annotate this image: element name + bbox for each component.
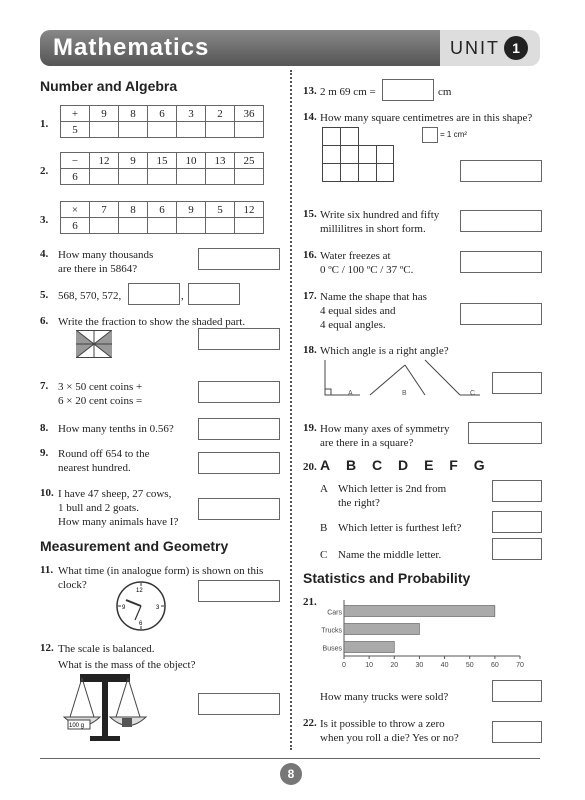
- q1-cell: 36: [235, 106, 264, 122]
- q2-cell: 10: [177, 153, 206, 169]
- q15-answer-box[interactable]: [460, 210, 542, 232]
- angles-diagram: [320, 355, 485, 400]
- page-title: Mathematics: [53, 34, 210, 61]
- q20-letter: F: [449, 457, 458, 473]
- q1-number: 1.: [40, 118, 49, 130]
- q20b-text: Which letter is furthest left?: [338, 522, 462, 534]
- q6-answer-box[interactable]: [198, 328, 280, 350]
- chart-x-tick-label: 30: [415, 662, 424, 669]
- q3-answer-cell[interactable]: [90, 218, 119, 234]
- chart-x-tick-label: 60: [490, 662, 499, 669]
- q2-answer-cell[interactable]: [90, 169, 119, 185]
- q2-answer-cell[interactable]: [119, 169, 148, 185]
- q5-text: 568, 570, 572,: [58, 290, 122, 302]
- q2-number: 2.: [40, 165, 49, 177]
- clock-label-9: 9: [122, 605, 126, 611]
- q4-line2: are there in 5864?: [58, 263, 138, 275]
- cm-square-legend: = 1 cm²: [440, 130, 467, 139]
- q10-line3: How many animals have I?: [58, 516, 179, 528]
- section-statistics: Statistics and Probability: [303, 570, 471, 586]
- q20b-answer-box[interactable]: [492, 511, 542, 533]
- q17-line2: 4 equal sides and: [320, 305, 396, 317]
- q2-answer-cell[interactable]: [148, 169, 177, 185]
- q20-number: 20.: [303, 461, 317, 473]
- q3-answer-cell[interactable]: [148, 218, 177, 234]
- q1-cell: 2: [206, 106, 235, 122]
- q3-first: 6: [61, 218, 90, 234]
- q2-answer-cell[interactable]: [177, 169, 206, 185]
- q1-answer-cell[interactable]: [177, 122, 206, 138]
- chart-category-label: Trucks: [321, 627, 342, 635]
- q20c-label: C: [320, 549, 328, 561]
- q2-first: 6: [61, 169, 90, 185]
- angle-label-b: B: [402, 390, 407, 397]
- q19-line1: How many axes of symmetry: [320, 423, 450, 435]
- chart-x-tick-label: 0: [342, 662, 346, 669]
- q16-line2: 0 ºC / 100 ºC / 37 ºC.: [320, 264, 414, 276]
- q10-line1: I have 47 sheep, 27 cows,: [58, 488, 172, 500]
- q1-cell: 6: [148, 106, 177, 122]
- q2-operator: −: [61, 153, 90, 169]
- q2-table: [60, 152, 264, 185]
- q10-line2: 1 bull and 2 goats.: [58, 502, 139, 514]
- clock-label-3: 3: [156, 605, 160, 611]
- q13-text: 2 m 69 cm =: [320, 86, 376, 98]
- q10-answer-box[interactable]: [198, 498, 280, 520]
- chart-bar: [344, 606, 495, 617]
- q1-operator: +: [61, 106, 90, 122]
- q22-line2: when you roll a die? Yes or no?: [320, 732, 459, 744]
- q1-answer-cell[interactable]: [235, 122, 264, 138]
- q22-number: 22.: [303, 717, 317, 729]
- q3-cell: 12: [235, 202, 264, 218]
- chart-category-label: Cars: [327, 609, 342, 617]
- q1-answer-cell[interactable]: [206, 122, 235, 138]
- section-number-algebra: Number and Algebra: [40, 78, 178, 94]
- footer-rule: [40, 758, 540, 759]
- page-number: 8: [287, 767, 295, 781]
- column-divider: [290, 70, 292, 750]
- q1-first: 5: [61, 122, 90, 138]
- q21-answer-box[interactable]: [492, 680, 542, 702]
- q5-number: 5.: [40, 289, 49, 301]
- q19-number: 19.: [303, 422, 317, 434]
- q12-line1: The scale is balanced.: [58, 643, 155, 655]
- q6-text: Write the fraction to show the shaded part.: [58, 316, 246, 328]
- q16-number: 16.: [303, 249, 317, 261]
- q18-answer-box[interactable]: [492, 372, 542, 394]
- q11-answer-box[interactable]: [198, 580, 280, 602]
- q1-cell: 8: [119, 106, 148, 122]
- q7-line2: 6 × 20 cent coins =: [58, 395, 143, 407]
- q7-number: 7.: [40, 380, 49, 392]
- q7-line1: 3 × 50 cent coins +: [58, 381, 143, 393]
- page-number-badge: [280, 763, 302, 785]
- q2-answer-cell[interactable]: [235, 169, 264, 185]
- q22-answer-box[interactable]: [492, 721, 542, 743]
- q19-line2: are there in a square?: [320, 437, 414, 449]
- q1-answer-cell[interactable]: [119, 122, 148, 138]
- q1-cell: 9: [90, 106, 119, 122]
- q8-answer-box[interactable]: [198, 418, 280, 440]
- angle-label-c: C: [470, 390, 476, 397]
- chart-x-tick-label: 50: [465, 662, 474, 669]
- q20-letter: G: [473, 457, 485, 473]
- q20-letter: B: [346, 457, 357, 473]
- q14-text: How many square centimetres are in this shape?: [320, 112, 533, 124]
- q4-answer-box[interactable]: [198, 248, 280, 270]
- q20-letter: A: [320, 457, 331, 473]
- clock-icon: [115, 580, 167, 632]
- q17-line3: 4 equal angles.: [320, 319, 386, 331]
- q1-answer-cell[interactable]: [90, 122, 119, 138]
- q3-cell: 7: [90, 202, 119, 218]
- q3-cell: 9: [177, 202, 206, 218]
- unit-label: UNIT: [450, 38, 500, 58]
- q1-answer-cell[interactable]: [148, 122, 177, 138]
- q6-number: 6.: [40, 315, 49, 327]
- sales-bar-chart: [310, 598, 535, 670]
- chart-x-tick-label: 20: [390, 662, 399, 669]
- cm-square-legend-box: [422, 127, 438, 143]
- q1-table: [60, 105, 264, 138]
- q15-line2: millilitres in short form.: [320, 223, 426, 235]
- q2-cell: 25: [235, 153, 264, 169]
- chart-x-tick-label: 70: [516, 662, 524, 669]
- q2-cell: 9: [119, 153, 148, 169]
- q11-line2: clock?: [58, 579, 87, 591]
- q3-cell: 6: [148, 202, 177, 218]
- q2-cell: 13: [206, 153, 235, 169]
- q18-text: Which angle is a right angle?: [320, 345, 449, 357]
- q4-number: 4.: [40, 248, 49, 260]
- q3-number: 3.: [40, 214, 49, 226]
- q2-cell: 12: [90, 153, 119, 169]
- chart-category-label: Buses: [322, 645, 342, 653]
- q11-number: 11.: [40, 564, 54, 576]
- unit-number-badge: [504, 36, 528, 60]
- q15-line1: Write six hundred and fifty: [320, 209, 440, 221]
- q15-number: 15.: [303, 208, 317, 220]
- q9-number: 9.: [40, 447, 49, 459]
- q17-answer-box[interactable]: [460, 303, 542, 325]
- q3-operator: ×: [61, 202, 90, 218]
- q3-table: [60, 201, 264, 234]
- q14-number: 14.: [303, 111, 317, 123]
- clock-label-12: 12: [136, 588, 143, 594]
- q16-answer-box[interactable]: [460, 251, 542, 273]
- chart-x-tick-label: 40: [440, 662, 449, 669]
- square-grid-shape: [322, 127, 394, 182]
- q20b-label: B: [320, 522, 328, 534]
- q12-answer-box[interactable]: [198, 693, 280, 715]
- fraction-shape-icon: [76, 330, 112, 358]
- q22-line1: Is it possible to throw a zero: [320, 718, 445, 730]
- q20-letter: C: [372, 457, 383, 473]
- q3-answer-cell[interactable]: [177, 218, 206, 234]
- q20a-label: A: [320, 483, 328, 495]
- q12-number: 12.: [40, 642, 54, 654]
- angle-label-a: A: [348, 390, 353, 397]
- q20a-answer-box[interactable]: [492, 480, 542, 502]
- q16-line1: Water freezes at: [320, 250, 391, 262]
- q9-line2: nearest hundred.: [58, 462, 131, 474]
- q20-letter: E: [424, 457, 434, 473]
- q20c-answer-box[interactable]: [492, 538, 542, 560]
- q18-number: 18.: [303, 344, 317, 356]
- balance-scale-icon: [60, 672, 150, 742]
- q9-line1: Round off 654 to the: [58, 448, 150, 460]
- q2-answer-cell[interactable]: [206, 169, 235, 185]
- q3-cell: 8: [119, 202, 148, 218]
- q5-answer-box-2[interactable]: [188, 283, 240, 305]
- clock-label-6: 6: [139, 621, 143, 627]
- chart-bar: [344, 642, 394, 653]
- q12-line2: What is the mass of the object?: [58, 659, 196, 671]
- q8-number: 8.: [40, 422, 49, 434]
- q17-number: 17.: [303, 290, 317, 302]
- section-measurement: Measurement and Geometry: [40, 538, 229, 554]
- q7-answer-box[interactable]: [198, 381, 280, 403]
- weight-label: 100 g: [69, 723, 85, 729]
- q13-unit: cm: [438, 86, 452, 98]
- q13-number: 13.: [303, 85, 317, 97]
- q20a-line2: the right?: [338, 497, 380, 509]
- q20-letters: [320, 457, 485, 473]
- q17-line1: Name the shape that has: [320, 291, 427, 303]
- q3-answer-cell[interactable]: [119, 218, 148, 234]
- q5-comma: ,: [181, 290, 184, 302]
- chart-x-tick-label: 10: [365, 662, 374, 669]
- q4-line1: How many thousands: [58, 249, 154, 261]
- q21-number: 21.: [303, 596, 317, 608]
- q3-answer-cell[interactable]: [206, 218, 235, 234]
- q10-number: 10.: [40, 487, 54, 499]
- chart-bar: [344, 624, 419, 635]
- q21-question: How many trucks were sold?: [320, 691, 449, 703]
- q9-answer-box[interactable]: [198, 452, 280, 474]
- q5-answer-box-1[interactable]: [128, 283, 180, 305]
- q8-text: How many tenths in 0.56?: [58, 423, 174, 435]
- q19-answer-box[interactable]: [468, 422, 542, 444]
- q11-line1: What time (in analogue form) is shown on this: [58, 565, 264, 577]
- q1-cell: 3: [177, 106, 206, 122]
- q3-answer-cell[interactable]: [235, 218, 264, 234]
- q20c-text: Name the middle letter.: [338, 549, 442, 561]
- q14-answer-box[interactable]: [460, 160, 542, 182]
- q20-letter: D: [398, 457, 409, 473]
- unit-number: 1: [512, 40, 520, 56]
- q20a-line1: Which letter is 2nd from: [338, 483, 447, 495]
- q13-answer-box[interactable]: [382, 79, 434, 101]
- q3-cell: 5: [206, 202, 235, 218]
- q2-cell: 15: [148, 153, 177, 169]
